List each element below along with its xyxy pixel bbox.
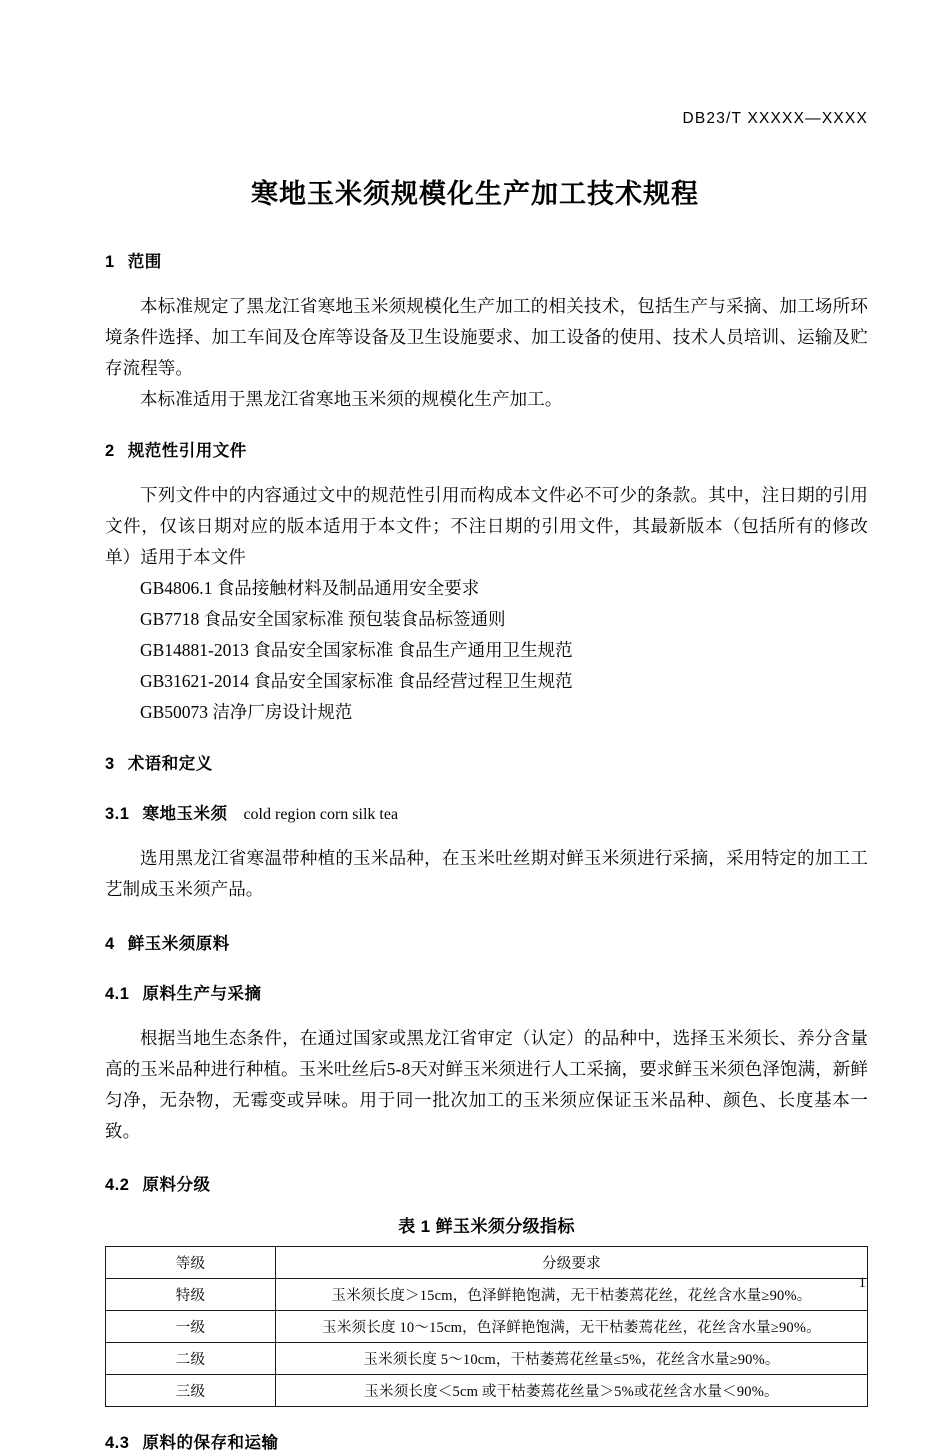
table-column-header-requirement: 分级要求 bbox=[276, 1247, 868, 1279]
table-cell-requirement: 玉米须长度＜5cm 或干枯萎蔫花丝量＞5%或花丝含水量＜90%。 bbox=[276, 1375, 868, 1407]
section-heading-4 bbox=[105, 930, 868, 954]
document-title: 寒地玉米须规模化生产加工技术规程 bbox=[251, 179, 699, 209]
section-number-3: 3 bbox=[105, 755, 115, 773]
table-cell-grade: 一级 bbox=[106, 1311, 276, 1343]
section-title-3-1: 寒地玉米须 bbox=[142, 805, 228, 823]
table-row bbox=[106, 1279, 868, 1311]
section-number-3-1: 3.1 bbox=[105, 805, 130, 823]
normative-reference-item: GB14881-2013 食品安全国家标准 食品生产通用卫生规范 bbox=[140, 640, 573, 660]
section-number-2: 2 bbox=[105, 442, 115, 460]
section-heading-3-1 bbox=[105, 800, 868, 824]
section-title-3-1-english: cold region corn silk tea bbox=[243, 806, 399, 823]
section-title-4-3: 原料的保存和运输 bbox=[142, 1434, 279, 1452]
section-heading-4-3 bbox=[105, 1429, 868, 1453]
section-3-1-paragraph-1: 选用黑龙江省寒温带种植的玉米品种，在玉米吐丝期对鲜玉米须进行采摘，采用特定的加工工艺制成玉米须产品。 bbox=[105, 848, 868, 899]
grade-index-table bbox=[105, 1246, 868, 1407]
section-4-1-paragraph-1: 根据当地生态条件，在通过国家或黑龙江省审定（认定）的品种中，选择玉米须长、养分含量高的玉米品种进行种植。玉米吐丝后5-8天对鲜玉米须进行人工采摘，要求鲜玉米须色泽饱满，新鲜匀净，无杂物，无霉变或异味。用于同一批次加工的玉米须应保证玉米品种、颜色、长度基本一致。 bbox=[105, 1028, 868, 1141]
table-column-header-grade: 等级 bbox=[106, 1247, 276, 1279]
table-header-row bbox=[106, 1247, 868, 1279]
section-heading-4-1 bbox=[105, 980, 868, 1004]
normative-reference-item: GB50073 洁净厂房设计规范 bbox=[140, 702, 353, 722]
section-heading-4-2 bbox=[105, 1171, 868, 1195]
normative-reference-item: GB4806.1 食品接触材料及制品通用安全要求 bbox=[140, 578, 480, 598]
table-row bbox=[106, 1311, 868, 1343]
page-number: 1 bbox=[858, 1275, 866, 1291]
standard-code-header: DB23/T XXXXX—XXXX bbox=[682, 110, 868, 127]
section-title-2: 规范性引用文件 bbox=[127, 442, 247, 460]
table-cell-requirement: 玉米须长度 10～15cm，色泽鲜艳饱满，无干枯萎蔫花丝，花丝含水量≥90%。 bbox=[276, 1311, 868, 1343]
table-cell-grade: 特级 bbox=[106, 1279, 276, 1311]
normative-reference-item: GB31621-2014 食品安全国家标准 食品经营过程卫生规范 bbox=[140, 671, 573, 691]
section-title-4-2: 原料分级 bbox=[142, 1176, 211, 1194]
section-1-paragraph-1: 本标准规定了黑龙江省寒地玉米须规模化生产加工的相关技术，包括生产与采摘、加工场所环境条件选择、加工车间及仓库等设备及卫生设施要求、加工设备的使用、技术人员培训、运输及贮存流程等。 bbox=[105, 296, 868, 378]
section-heading-3 bbox=[105, 750, 868, 774]
table-row bbox=[106, 1375, 868, 1407]
table-1-caption: 表 1 鲜玉米须分级指标 bbox=[398, 1217, 575, 1236]
section-number-4-3: 4.3 bbox=[105, 1434, 130, 1452]
table-cell-grade: 二级 bbox=[106, 1343, 276, 1375]
section-title-3: 术语和定义 bbox=[127, 755, 213, 773]
table-cell-requirement: 玉米须长度＞15cm，色泽鲜艳饱满，无干枯萎蔫花丝，花丝含水量≥90%。 bbox=[276, 1279, 868, 1311]
table-row bbox=[106, 1343, 868, 1375]
normative-reference-item: GB7718 食品安全国家标准 预包装食品标签通则 bbox=[140, 609, 506, 629]
section-number-1: 1 bbox=[105, 253, 115, 271]
section-1-paragraph-2: 本标准适用于黑龙江省寒地玉米须的规模化生产加工。 bbox=[140, 389, 563, 409]
section-number-4-1: 4.1 bbox=[105, 985, 130, 1003]
section-number-4-2: 4.2 bbox=[105, 1176, 130, 1194]
table-cell-grade: 三级 bbox=[106, 1375, 276, 1407]
document-body bbox=[105, 248, 868, 1453]
table-cell-requirement: 玉米须长度 5～10cm，干枯萎蔫花丝量≤5%，花丝含水量≥90%。 bbox=[276, 1343, 868, 1375]
section-heading-1 bbox=[105, 248, 868, 272]
section-2-paragraph-1: 下列文件中的内容通过文中的规范性引用而构成本文件必不可少的条款。其中，注日期的引用文件，仅该日期对应的版本适用于本文件；不注日期的引用文件，其最新版本（包括所有的修改单）适用于本文件 bbox=[105, 485, 868, 567]
section-title-4: 鲜玉米须原料 bbox=[127, 935, 230, 953]
section-title-4-1: 原料生产与采摘 bbox=[142, 985, 262, 1003]
section-number-4: 4 bbox=[105, 935, 115, 953]
section-heading-2 bbox=[105, 437, 868, 461]
section-title-1: 范围 bbox=[127, 253, 162, 271]
